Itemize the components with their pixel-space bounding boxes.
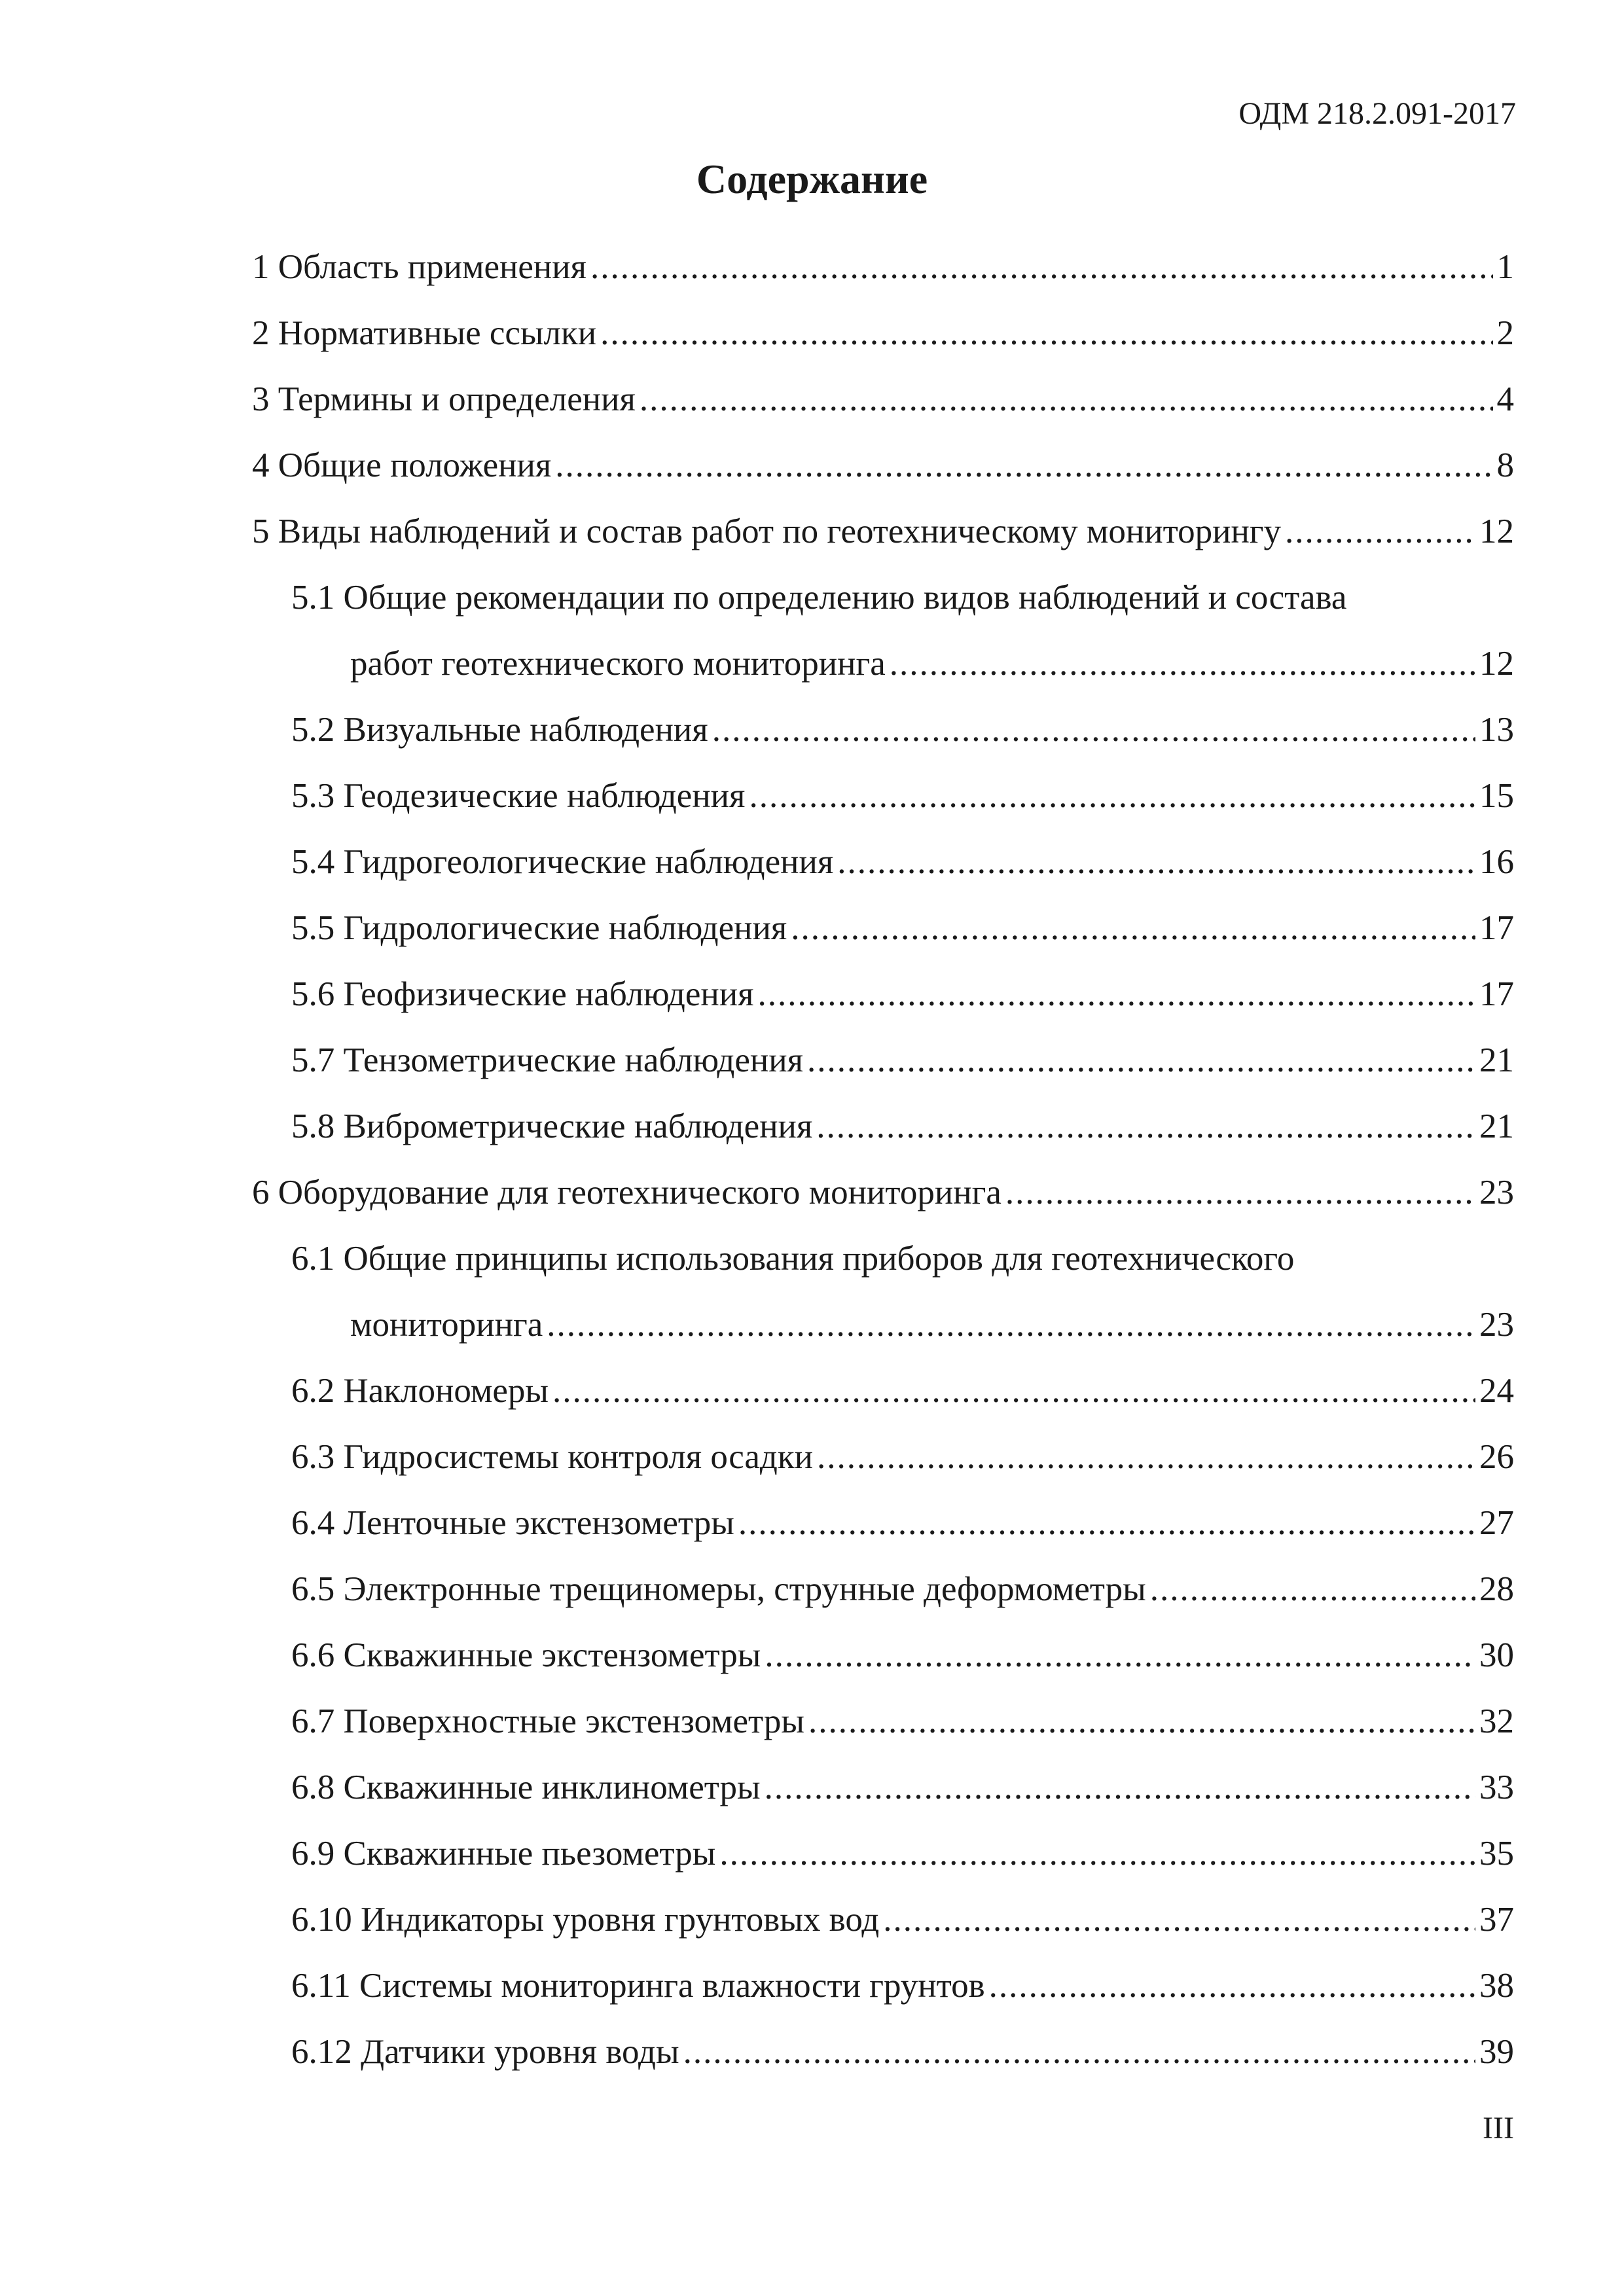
toc-entry-label: 5.7 Тензометрические наблюдения (291, 1041, 803, 1079)
toc-entry-5-8[interactable] (252, 1094, 1514, 1160)
toc-entry-page: 8 (1496, 446, 1514, 484)
toc-entry-line2 (291, 631, 1514, 697)
toc-entry-5-2[interactable] (252, 697, 1514, 763)
toc-entry-page: 39 (1479, 2033, 1514, 2071)
toc-entry-5-4[interactable] (252, 829, 1514, 895)
toc-entry-page: 35 (1479, 1835, 1514, 1873)
dot-leader (1285, 499, 1475, 565)
toc-entry-label: 2 Нормативные ссылки (252, 314, 597, 352)
toc-entry-label: 6.6 Скважинные экстензометры (291, 1636, 761, 1674)
toc-entry-line2 (291, 1292, 1514, 1358)
toc-entry-label: 6.12 Датчики уровня воды (291, 2033, 679, 2071)
toc-entry-6-8[interactable] (252, 1755, 1514, 1821)
dot-leader (1150, 1556, 1475, 1623)
dot-leader (683, 2019, 1475, 2085)
toc-entry-label: 5.2 Визуальные наблюдения (291, 711, 708, 749)
toc-entry-label: 5.4 Гидрогеологические наблюдения (291, 843, 834, 881)
toc-entry-page: 12 (1479, 512, 1514, 550)
toc-entry-page: 23 (1479, 1306, 1514, 1344)
toc-entry-page: 17 (1479, 909, 1514, 947)
toc-entry-label-line1: 5.1 Общие рекомендации по определению видов наблюдений и состава (291, 579, 1347, 617)
toc-entry-page: 27 (1479, 1504, 1514, 1542)
page-title: Содержание (696, 156, 928, 202)
toc-entry-label: 5.8 Виброметрические наблюдения (291, 1107, 813, 1145)
toc-entry-page: 33 (1479, 1768, 1514, 1806)
dot-leader (989, 1953, 1475, 2019)
dot-leader (555, 433, 1492, 499)
toc-entry-page: 1 (1496, 248, 1514, 286)
page-number: III (1483, 2111, 1514, 2145)
toc-entry-5-1[interactable] (252, 565, 1514, 697)
toc-entry-6-10[interactable] (252, 1887, 1514, 1953)
toc-entry-3[interactable] (252, 367, 1514, 433)
toc-entry-page: 23 (1479, 1174, 1514, 1211)
dot-leader (738, 1490, 1475, 1556)
table-of-contents (252, 234, 1514, 2085)
toc-entry-1[interactable] (252, 234, 1514, 300)
toc-entry-label: 6.5 Электронные трещиномеры, струнные деформометры (291, 1570, 1146, 1608)
toc-entry-label-line1: 6.1 Общие принципы использования приборов для геотехнического (291, 1240, 1295, 1278)
dot-leader (1005, 1160, 1475, 1226)
toc-entry-2[interactable] (252, 300, 1514, 367)
toc-entry-6-12[interactable] (252, 2019, 1514, 2085)
toc-entry-label: 4 Общие положения (252, 446, 552, 484)
toc-entry-label: 6.11 Системы мониторинга влажности грунтов (291, 1967, 985, 2005)
dot-leader (837, 829, 1475, 895)
toc-entry-label: 5.3 Геодезические наблюдения (291, 777, 746, 815)
dot-leader (600, 300, 1492, 367)
dot-leader (765, 1755, 1475, 1821)
toc-entry-6-6[interactable] (252, 1623, 1514, 1689)
dot-leader (765, 1623, 1475, 1689)
toc-entry-page: 26 (1479, 1438, 1514, 1476)
toc-entry-label: 6.9 Скважинные пьезометры (291, 1835, 716, 1873)
dot-leader (719, 1821, 1475, 1887)
dot-leader (590, 234, 1492, 300)
toc-entry-label: 6.8 Скважинные инклинометры (291, 1768, 761, 1806)
toc-entry-6-1[interactable] (252, 1226, 1514, 1358)
dot-leader (791, 895, 1475, 961)
toc-entry-label-line2: мониторинга (350, 1306, 543, 1344)
toc-entry-label: 3 Термины и определения (252, 380, 636, 418)
toc-entry-page: 2 (1496, 314, 1514, 352)
toc-entry-5[interactable] (252, 499, 1514, 565)
toc-entry-page: 21 (1479, 1041, 1514, 1079)
toc-entry-page: 4 (1496, 380, 1514, 418)
toc-entry-label: 6.4 Ленточные экстензометры (291, 1504, 734, 1542)
toc-entry-label: 5.5 Гидрологические наблюдения (291, 909, 787, 947)
toc-entry-label: 6.10 Индикаторы уровня грунтовых вод (291, 1901, 880, 1939)
toc-entry-page: 30 (1479, 1636, 1514, 1674)
dot-leader (807, 1028, 1475, 1094)
toc-entry-6-11[interactable] (252, 1953, 1514, 2019)
toc-entry-5-3[interactable] (252, 763, 1514, 829)
toc-entry-5-6[interactable] (252, 961, 1514, 1028)
toc-entry-page: 13 (1479, 711, 1514, 749)
toc-entry-page: 15 (1479, 777, 1514, 815)
toc-entry-page: 38 (1479, 1967, 1514, 2005)
toc-entry-6-7[interactable] (252, 1689, 1514, 1755)
toc-entry-page: 24 (1479, 1372, 1514, 1410)
toc-entry-label: 1 Область применения (252, 248, 587, 286)
toc-entry-label-line2: работ геотехнического мониторинга (350, 645, 886, 683)
dot-leader (547, 1292, 1475, 1358)
toc-entry-6-5[interactable] (252, 1556, 1514, 1623)
toc-entry-page: 21 (1479, 1107, 1514, 1145)
toc-entry-page: 32 (1479, 1702, 1514, 1740)
toc-entry-6-2[interactable] (252, 1358, 1514, 1424)
toc-entry-label: 6.3 Гидросистемы контроля осадки (291, 1438, 813, 1476)
toc-entry-6[interactable] (252, 1160, 1514, 1226)
toc-entry-label: 5 Виды наблюдений и состав работ по геотехническому мониторингу (252, 512, 1282, 550)
dot-leader (712, 697, 1475, 763)
toc-entry-5-7[interactable] (252, 1028, 1514, 1094)
toc-entry-label: 6 Оборудование для геотехнического мониторинга (252, 1174, 1001, 1211)
dot-leader (758, 961, 1475, 1028)
toc-entry-4[interactable] (252, 433, 1514, 499)
toc-entry-page: 37 (1479, 1901, 1514, 1939)
dot-leader (890, 631, 1475, 697)
toc-entry-page: 12 (1479, 645, 1514, 683)
dot-leader (808, 1689, 1475, 1755)
toc-entry-label: 5.6 Геофизические наблюдения (291, 975, 754, 1013)
dot-leader (816, 1094, 1475, 1160)
toc-entry-6-3[interactable] (252, 1424, 1514, 1490)
toc-entry-label: 6.7 Поверхностные экстензометры (291, 1702, 804, 1740)
dot-leader (749, 763, 1475, 829)
document-code: ОДМ 218.2.091-2017 (1238, 96, 1516, 131)
dot-leader (552, 1358, 1475, 1424)
toc-entry-6-9[interactable] (252, 1821, 1514, 1887)
toc-entry-5-5[interactable] (252, 895, 1514, 961)
toc-entry-page: 28 (1479, 1570, 1514, 1608)
dot-leader (817, 1424, 1475, 1490)
dot-leader (883, 1887, 1475, 1953)
dot-leader (640, 367, 1493, 433)
toc-entry-page: 17 (1479, 975, 1514, 1013)
toc-entry-6-4[interactable] (252, 1490, 1514, 1556)
toc-entry-label: 6.2 Наклономеры (291, 1372, 549, 1410)
toc-entry-page: 16 (1479, 843, 1514, 881)
